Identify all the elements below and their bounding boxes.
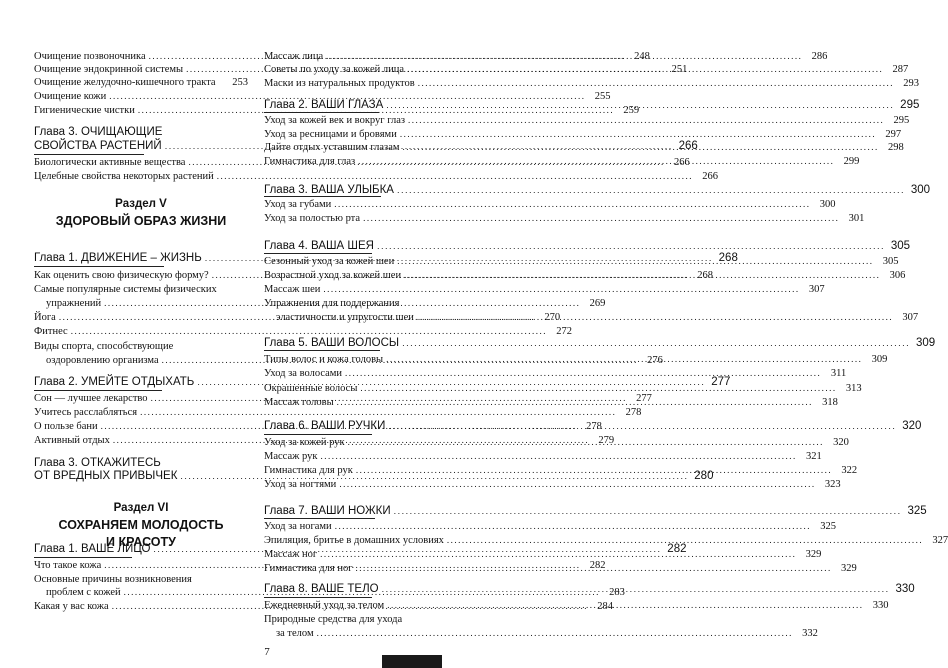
- toc-page-number: 255: [594, 91, 611, 102]
- toc-title: Активный отдых: [34, 435, 110, 446]
- toc-title: Уход за кожей век и вокруг глаз: [264, 115, 406, 126]
- toc-title: Учитесь расслабляться: [34, 407, 138, 418]
- toc-page-number: 282: [589, 560, 606, 571]
- toc-page-number: 313: [845, 383, 862, 394]
- toc-page-number: 277: [711, 376, 731, 388]
- toc-title: Очищение эндокринной системы: [34, 64, 184, 75]
- dot-leader: [317, 627, 793, 640]
- dot-leader: [386, 353, 862, 366]
- toc-page-number: 298: [888, 142, 904, 153]
- toc-title: Глава 3. ОЧИЩАЮЩИЕ: [34, 126, 163, 138]
- dot-leader: [418, 77, 894, 90]
- toc-page-number: 311: [830, 368, 847, 379]
- toc-title: ОТ ВРЕДНЫХ ПРИВЫЧЕК: [34, 470, 178, 482]
- toc-title: Целебные свойства некоторых растений: [34, 171, 214, 182]
- toc-page-number: 332: [802, 628, 818, 639]
- toc-title: Фитнес: [34, 326, 68, 337]
- toc-page-number: 270: [544, 312, 561, 323]
- toc-entry-row: [264, 77, 919, 90]
- toc-page-number: 329: [841, 563, 857, 574]
- toc-title: Массаж ног: [264, 549, 318, 560]
- dot-leader: [400, 128, 876, 141]
- toc-page-number: 306: [889, 270, 906, 281]
- dot-leader: [377, 240, 885, 253]
- dot-leader: [356, 464, 832, 477]
- toc-page-number: 293: [903, 78, 919, 89]
- dot-leader: [348, 436, 824, 449]
- toc-title: Самые популярные системы физических: [34, 284, 217, 295]
- toc-page-number: 305: [882, 256, 899, 267]
- toc-entry-row: [264, 367, 847, 380]
- toc-page-number: 272: [556, 326, 572, 337]
- toc-page-number: 248: [634, 51, 650, 62]
- toc-chapter-row: [264, 240, 910, 253]
- toc-title: Глава 4. ВАША ШЕЯ: [264, 240, 374, 252]
- toc-chapter-row: [264, 337, 936, 350]
- underline-rule: [34, 390, 162, 391]
- toc-page-number: 329: [805, 549, 822, 560]
- dot-leader: [394, 505, 902, 518]
- toc-page-number: 320: [902, 420, 922, 432]
- toc-title: Глава 3. ОТКАЖИТЕСЬ: [34, 457, 161, 469]
- toc-page-number: 278: [586, 421, 602, 432]
- toc-entry-row: [34, 325, 572, 338]
- dot-leader: [382, 583, 890, 596]
- toc-entry-row: [264, 283, 825, 296]
- toc-title: Основные причины возникновения: [34, 574, 192, 585]
- toc-entry-row: [264, 613, 478, 626]
- toc-page-number: 287: [892, 64, 909, 75]
- toc-title: О пользе бани: [34, 421, 98, 432]
- section-title: И КРАСОТУ: [106, 535, 176, 549]
- toc-title: Глава 1. ВАШЕ ЛИЦО: [34, 543, 151, 555]
- toc-title: Природные средства для ухода: [264, 614, 403, 625]
- underline-rule: [264, 196, 381, 197]
- toc-page-number: 277: [636, 393, 652, 404]
- toc-page-number: 253: [232, 77, 248, 88]
- toc-page-number: 295: [893, 115, 910, 126]
- toc-page-number: 309: [871, 354, 888, 365]
- toc-title: Глава 2. УМЕЙТЕ ОТДЫХАТЬ: [34, 376, 195, 388]
- toc-entry-row: [34, 90, 611, 103]
- toc-title: СВОЙСТВА РАСТЕНИЙ: [34, 140, 162, 152]
- toc-page-number: 251: [671, 64, 688, 75]
- toc-entry-row: [264, 297, 478, 310]
- underline-rule: [264, 350, 380, 351]
- toc-title: Массаж головы: [264, 397, 334, 408]
- toc-page-number: 323: [824, 479, 841, 490]
- toc-title: Упражнения для поддержания: [264, 298, 400, 309]
- toc-page-number: 278: [625, 407, 642, 418]
- toc-page-number: 268: [718, 252, 738, 264]
- toc-title: Возрастной уход за кожей шеи: [264, 270, 402, 281]
- toc-page-number: 307: [902, 312, 919, 323]
- dot-leader: [387, 599, 863, 612]
- toc-title: Глава 2. ВАШИ ГЛАЗА: [264, 99, 384, 111]
- toc-title: Очищение позвоночника: [34, 51, 146, 62]
- toc-entry-row: [34, 340, 248, 353]
- underline-rule: [34, 557, 132, 558]
- toc-page-number: 295: [900, 99, 920, 111]
- toc-entry-row: [264, 198, 836, 211]
- toc-title: Уход за волосами: [264, 368, 343, 379]
- toc-page-number: 286: [811, 51, 828, 62]
- toc-page-number: 268: [697, 270, 713, 281]
- section-label: Раздел VI: [113, 502, 169, 514]
- dot-leader: [363, 212, 839, 225]
- toc-entry-row: [264, 212, 865, 225]
- toc-page-number: 327: [932, 535, 948, 546]
- toc-entry-row: [264, 128, 902, 141]
- toc-page-number: 321: [805, 451, 822, 462]
- dot-leader: [320, 450, 796, 463]
- toc-page-number: 305: [890, 240, 910, 252]
- toc-chapter-row: [264, 505, 927, 518]
- underline-rule: [264, 434, 372, 435]
- toc-entry-row: [34, 406, 642, 419]
- section-title: СОХРАНЯЕМ МОЛОДОСТЬ: [58, 518, 224, 532]
- dot-leader: [402, 337, 910, 350]
- toc-title: Гимнастика для ног: [264, 563, 353, 574]
- toc-page-number: 318: [822, 397, 838, 408]
- toc-page-number: 300: [910, 184, 931, 196]
- toc-title: Уход за ногтями: [264, 479, 337, 490]
- toc-page-number: 309: [915, 337, 936, 349]
- toc-page-number: 299: [843, 156, 860, 167]
- toc-title: Глава 6. ВАШИ РУЧКИ: [264, 420, 386, 432]
- dot-leader: [397, 184, 905, 197]
- dot-leader: [386, 99, 894, 112]
- toc-title: Гимнастика для рук: [264, 465, 353, 476]
- toc-entry-row: [34, 76, 248, 89]
- toc-page-number: 269: [589, 298, 606, 309]
- dot-leader: [360, 382, 836, 395]
- dot-leader: [417, 311, 893, 324]
- toc-title: Глава 3. ВАША УЛЫБКА: [264, 184, 394, 196]
- dot-leader: [337, 396, 813, 409]
- dot-leader: [339, 478, 815, 491]
- toc-page-number: 307: [808, 284, 825, 295]
- toc-page-number: 322: [841, 465, 858, 476]
- toc-title: Гигиенические чистки: [34, 105, 135, 116]
- section-heading-5: [34, 198, 248, 230]
- toc-entry-row: [264, 114, 910, 127]
- toc-page-number: 279: [598, 435, 615, 446]
- underline-rule: [34, 266, 164, 267]
- toc-title: Массаж лица: [264, 51, 324, 62]
- toc-chapter-row: [34, 126, 248, 139]
- toc-entry-row: [264, 627, 818, 640]
- toc-title: Биологически активные вещества: [34, 157, 186, 168]
- toc-title: Виды спорта, способствующие: [34, 341, 174, 352]
- toc-title: Уход за полостью рта: [264, 213, 361, 224]
- toc-entry-row: [34, 170, 718, 183]
- dot-leader: [388, 420, 896, 433]
- toc-title: Глава 5. ВАШИ ВОЛОСЫ: [264, 337, 400, 349]
- toc-title: Сон — лучшее лекарство: [34, 393, 148, 404]
- toc-title: Советы по уходу за кожей лица: [264, 64, 404, 75]
- toc-title: Гимнастика для глаз: [264, 156, 356, 167]
- dot-leader: [320, 548, 796, 561]
- toc-title: Уход за губами: [264, 199, 332, 210]
- toc-title: Дайте отдых уставшим глазам: [264, 142, 400, 153]
- underline-rule: [264, 597, 372, 598]
- toc-page-number: 300: [819, 199, 836, 210]
- dot-leader: [358, 155, 834, 168]
- underline-rule: [264, 112, 379, 113]
- toc-title: за телом: [276, 628, 314, 639]
- toc-page-number: 301: [848, 213, 865, 224]
- dot-leader: [397, 255, 873, 268]
- toc-entry-row: [34, 283, 248, 296]
- toc-title: Очищение кожи: [34, 91, 107, 102]
- dot-leader: [408, 114, 884, 127]
- dot-leader: [407, 63, 883, 76]
- toc-title: Уход за кожей рук: [264, 437, 345, 448]
- toc-page-number: 325: [820, 521, 836, 532]
- toc-title: Глава 1. ДВИЖЕНИЕ – ЖИЗНЬ: [34, 252, 202, 264]
- toc-title: Массаж рук: [264, 451, 318, 462]
- toc-entry-row: [264, 534, 948, 547]
- toc-page-number: 282: [667, 543, 687, 555]
- dot-leader: [334, 198, 810, 211]
- toc-title: Массаж шеи: [264, 284, 321, 295]
- toc-title: оздоровлению организма: [46, 355, 159, 366]
- toc-title: Что такое кожа: [34, 560, 102, 571]
- toc-page-number: 330: [895, 583, 915, 595]
- toc-entry-row: [264, 478, 841, 491]
- scan-artifact: [382, 655, 442, 668]
- toc-entry-row: [34, 573, 248, 586]
- toc-title: Глава 7. ВАШИ НОЖКИ: [264, 505, 391, 517]
- dot-leader: [323, 283, 799, 296]
- toc-title: Окрашенные волосы: [264, 383, 358, 394]
- dot-leader: [404, 269, 880, 282]
- toc-title: Какая у вас кожа: [34, 601, 109, 612]
- toc-title: Сезонный уход за кожей шеи: [264, 256, 395, 267]
- toc-page-number: 259: [623, 105, 640, 116]
- toc-page-number: 266: [702, 171, 718, 182]
- toc-page-number: 266: [678, 140, 698, 152]
- toc-title: Уход за ногами: [264, 521, 332, 532]
- toc-title: Очищение желудочно-кишечного тракта: [34, 77, 216, 88]
- toc-page-number: 284: [597, 601, 613, 612]
- underline-rule: [264, 253, 372, 254]
- dot-leader: [345, 367, 821, 380]
- dot-leader: [356, 562, 832, 575]
- toc-page-number: 297: [885, 129, 902, 140]
- toc-title: проблем с кожей: [46, 587, 121, 598]
- toc-title: Ежедневный уход за телом: [264, 600, 385, 611]
- dot-leader: [335, 520, 811, 533]
- toc-page-number: 283: [609, 587, 625, 598]
- page-number: 7: [264, 646, 270, 658]
- toc-title: Типы волос и кожа головы: [264, 354, 384, 365]
- dot-leader: [447, 534, 923, 547]
- toc-page-number: 325: [907, 505, 927, 517]
- toc-title: Как оценить свою физическую форму?: [34, 270, 209, 281]
- underline-rule: [34, 154, 144, 155]
- dot-leader: [403, 141, 879, 154]
- toc-page-number: 330: [872, 600, 889, 611]
- dot-leader: [326, 50, 802, 63]
- toc-entry-row: [264, 520, 836, 533]
- section-label: Раздел V: [115, 198, 167, 210]
- toc-title: упражнений: [46, 298, 102, 309]
- toc-title: Уход за ресницами и бровями: [264, 129, 397, 140]
- underline-rule: [264, 518, 375, 519]
- toc-title: Йога: [34, 312, 56, 323]
- toc-page-number: 276: [647, 355, 663, 366]
- toc-page-number: 280: [694, 470, 714, 482]
- toc-chapter-row: [34, 457, 248, 470]
- toc-title: Маски из натуральных продуктов: [264, 78, 415, 89]
- toc-page-number: 266: [673, 157, 690, 168]
- toc-page-number: 320: [833, 437, 849, 448]
- section-title: ЗДОРОВЫЙ ОБРАЗ ЖИЗНИ: [55, 214, 227, 228]
- toc-title: Эпиляция, бритье в домашних условиях: [264, 535, 444, 546]
- toc-entry-row: [264, 450, 822, 463]
- toc-title: эластичности и упругости шеи: [276, 312, 414, 323]
- toc-title: Глава 8. ВАШЕ ТЕЛО: [264, 583, 379, 595]
